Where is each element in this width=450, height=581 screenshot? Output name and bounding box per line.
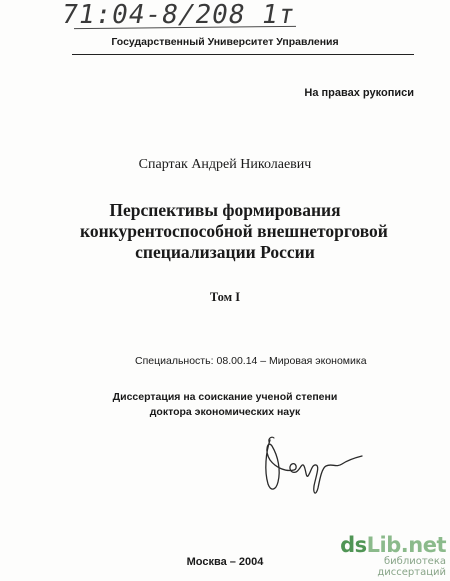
title-line-1: Перспективы формирования <box>109 200 341 220</box>
author-name: Спартак Андрей Николаевич <box>138 157 312 172</box>
volume-label: Том I <box>209 290 241 304</box>
watermark-subtitle: библиотека диссертаций <box>377 556 446 578</box>
degree-line-1: Диссертация на соискание ученой степени <box>112 391 338 403</box>
university-name: Государственный Университет Управления <box>111 36 339 48</box>
title-line-3: специализации России <box>135 242 315 262</box>
degree-statement <box>0 390 450 420</box>
specialty-label: Специальность: <box>135 355 214 367</box>
watermark-logo <box>326 534 446 578</box>
specialty-value: 08.00.14 – Мировая экономика <box>216 355 367 367</box>
library-stamp: 71:04-8/208 1т <box>59 0 298 30</box>
watermark-brand-suffix: Lib.net <box>366 533 446 557</box>
city-and-year: Москва – 2004 <box>186 556 264 568</box>
specialty <box>135 355 370 367</box>
dissertation-title <box>80 200 388 263</box>
degree-line-2: доктора экономических наук <box>149 406 301 418</box>
title-line-2: конкурентоспособной внешнеторговой <box>80 221 388 241</box>
watermark-brand <box>326 534 446 556</box>
handwritten-signature <box>256 432 371 502</box>
watermark-brand-prefix: ds <box>340 533 367 557</box>
manuscript-note: На правах рукописи <box>304 87 414 99</box>
header-divider <box>72 54 414 55</box>
